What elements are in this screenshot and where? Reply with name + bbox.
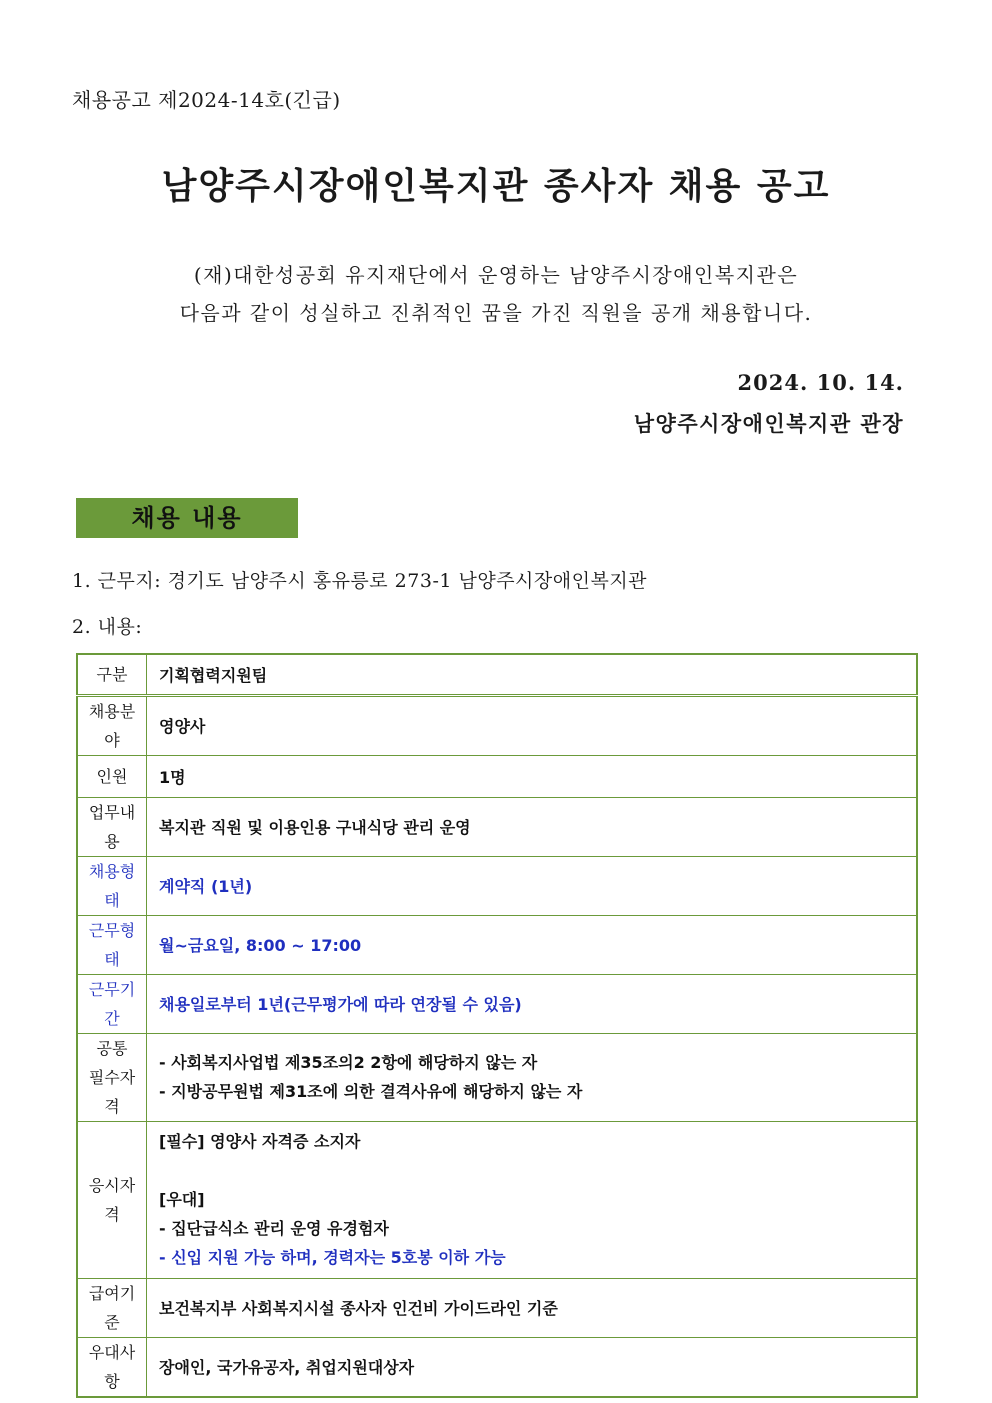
common-requirement-2: - 지방공무원법 제31조에 의한 결격사유에 해당하지 않는 자 bbox=[159, 1082, 583, 1101]
salary-label: 급여기준 bbox=[77, 1278, 147, 1337]
preference-value: 장애인, 국가유공자, 취업지원대상자 bbox=[147, 1337, 918, 1397]
common-requirement-1: - 사회복지사업법 제35조의2 2항에 해당하지 않는 자 bbox=[159, 1053, 538, 1072]
work-type-value: 월~금요일, 8:00 ~ 17:00 bbox=[147, 915, 918, 974]
table-row bbox=[77, 654, 917, 695]
intro-paragraph bbox=[0, 256, 992, 332]
notice-date: 2024. 10. 14. bbox=[737, 370, 904, 395]
qualification-value bbox=[147, 1121, 918, 1278]
qualification-spacer bbox=[159, 1156, 904, 1185]
common-requirement-value bbox=[147, 1033, 918, 1121]
common-requirement-label bbox=[77, 1033, 147, 1121]
table-row bbox=[77, 1337, 917, 1397]
qualification-preferred-2: - 신입 지원 가능 하며, 경력자는 5호봉 이하 가능 bbox=[159, 1248, 506, 1267]
table-row bbox=[77, 695, 917, 755]
duty-label: 업무내용 bbox=[77, 797, 147, 856]
field-label: 채용분야 bbox=[77, 695, 147, 755]
common-requirement-label-line-2: 필수자격 bbox=[88, 1067, 136, 1116]
table-row bbox=[77, 1278, 917, 1337]
table-row bbox=[77, 974, 917, 1033]
qualification-required: [필수] 영양사 자격증 소지자 bbox=[159, 1132, 361, 1151]
recruitment-table bbox=[76, 653, 918, 1398]
section-banner: 채용 내용 bbox=[76, 498, 298, 538]
work-type-label: 근무형태 bbox=[77, 915, 147, 974]
salary-value: 보건복지부 사회복지시설 종사자 인건비 가이드라인 기준 bbox=[147, 1278, 918, 1337]
table-row bbox=[77, 1121, 917, 1278]
qualification-label: 응시자격 bbox=[77, 1121, 147, 1278]
content-item: 2. 내용: bbox=[72, 616, 143, 638]
table-row bbox=[77, 797, 917, 856]
table-row bbox=[77, 755, 917, 797]
work-period-value: 채용일로부터 1년(근무평가에 따라 연장될 수 있음) bbox=[147, 974, 918, 1033]
workplace-item: 1. 근무지: 경기도 남양주시 홍유릉로 273-1 남양주시장애인복지관 bbox=[72, 570, 648, 592]
table-row bbox=[77, 1033, 917, 1121]
intro-line-1: (재)대한성공회 유지재단에서 운영하는 남양주시장애인복지관은 bbox=[193, 263, 799, 287]
duty-value: 복지관 직원 및 이용인용 구내식당 관리 운영 bbox=[147, 797, 918, 856]
signatory: 남양주시장애인복지관 관장 bbox=[633, 411, 904, 436]
page-title: 남양주시장애인복지관 종사자 채용 공고 bbox=[161, 165, 831, 207]
table-row bbox=[77, 856, 917, 915]
field-value: 영양사 bbox=[147, 695, 918, 755]
intro-line-2: 다음과 같이 성실하고 진취적인 꿈을 가진 직원을 공개 채용합니다. bbox=[179, 301, 813, 325]
notice-number: 채용공고 제2024-14호(긴급) bbox=[72, 88, 341, 112]
employment-type-label: 채용형태 bbox=[77, 856, 147, 915]
headcount-value: 1명 bbox=[147, 755, 918, 797]
work-period-label: 근무기간 bbox=[77, 974, 147, 1033]
preference-label: 우대사항 bbox=[77, 1337, 147, 1397]
employment-type-value: 계약직 (1년) bbox=[147, 856, 918, 915]
table-row bbox=[77, 915, 917, 974]
qualification-preferred-title: [우대] bbox=[159, 1190, 205, 1209]
headcount-label: 인원 bbox=[77, 755, 147, 797]
division-value: 기획협력지원팀 bbox=[147, 654, 918, 695]
division-label: 구분 bbox=[77, 654, 147, 695]
common-requirement-label-line-1: 공통 bbox=[96, 1038, 128, 1058]
qualification-preferred-1: - 집단급식소 관리 운영 유경험자 bbox=[159, 1219, 389, 1238]
